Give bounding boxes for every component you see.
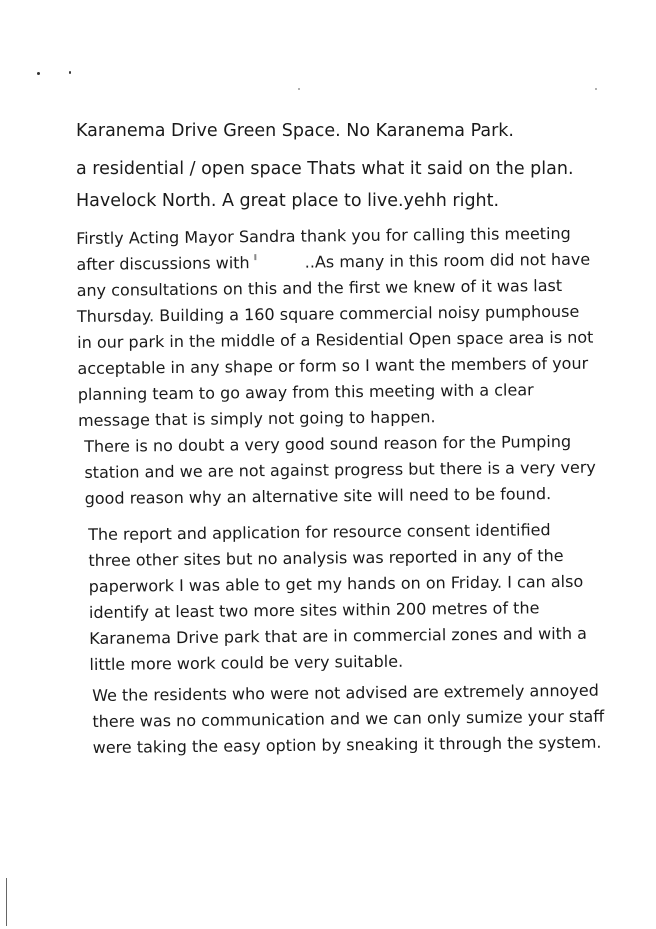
paragraph-line: little more work could be very suitable. [89, 651, 404, 674]
paragraph-opening [76, 221, 594, 434]
paragraph-line: Thursday. Building a 160 square commercial noisy pumphouse [76, 301, 580, 326]
document-title: Karanema Drive Green Space. No Karanema Park. [76, 121, 514, 141]
subtitle-line: a residential / open space Thats what it said on the plan. [76, 159, 574, 179]
paragraph-pumping-station [84, 429, 596, 512]
paragraph-residents [92, 678, 605, 761]
scan-speck [69, 71, 71, 74]
paragraph-line: identify at least two more sites within 200 metres of the [88, 598, 540, 622]
paragraph-line: there was no communication and we can only sumize your staff [92, 706, 605, 731]
scan-speck [37, 72, 40, 75]
paragraph-line: The report and application for resource consent identified [88, 520, 551, 544]
scan-edge-line [6, 878, 7, 926]
redaction-mark [255, 254, 257, 260]
paragraph-line: message that is simply not going to happen. [77, 407, 436, 430]
paragraph-line-segment: ..As many in this room did not have [304, 249, 591, 272]
subtitle-line: Havelock North. A great place to live.yehh right. [76, 191, 500, 211]
paragraph-line: acceptable in any shape or form so I want the members of your [77, 353, 589, 378]
redacted-name [255, 250, 305, 277]
paragraph-line: We the residents who were not advised are extremely annoyed [92, 680, 599, 705]
paragraph-line: three other sites but no analysis was reported in any of the [88, 546, 564, 570]
paragraph-line: There is no doubt a very good sound reason for the Pumping [84, 431, 572, 456]
paragraph-line: Firstly Acting Mayor Sandra thank you for calling this meeting [76, 223, 571, 248]
paragraph-line: good reason why an alternative site will need to be found. [84, 484, 552, 508]
paragraph-line: in our park in the middle of a Residential Open space area is not [77, 327, 594, 352]
paragraph-line: paperwork I was able to get my hands on on Friday. I can also [88, 571, 584, 596]
paragraph-line: planning team to go away from this meeting with a clear [77, 380, 534, 404]
paragraph-line: any consultations on this and the first we knew of it was last [76, 275, 563, 300]
paragraph-line-segment: after discussions with [76, 253, 250, 274]
paragraph-line: were taking the easy option by sneaking it through the system. [92, 732, 602, 757]
scan-speck [595, 88, 597, 90]
document-subtitle [76, 157, 576, 213]
scan-speck [298, 88, 300, 90]
paragraph-line: Karanema Drive park that are in commercial zones and with a [89, 623, 588, 648]
paragraph-alternative-sites [88, 517, 590, 678]
paragraph-line: station and we are not against progress but there is a very very [84, 457, 596, 482]
